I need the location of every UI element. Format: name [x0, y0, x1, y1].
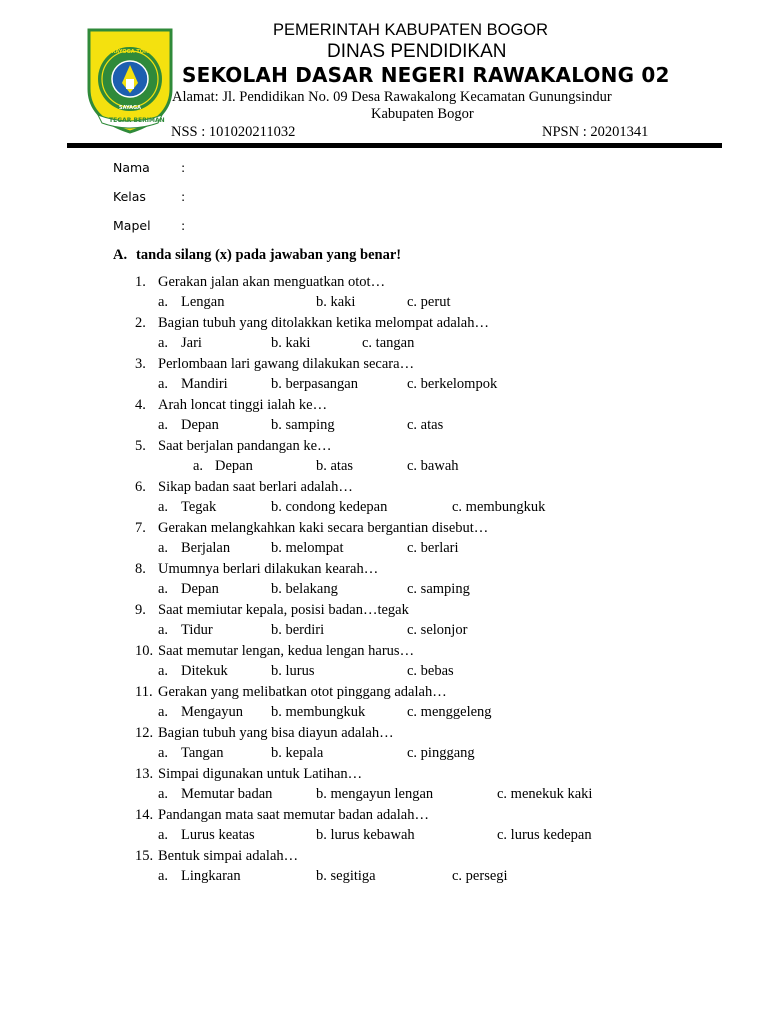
class-colon: :: [181, 189, 186, 204]
question-text: Bagian tubuh yang bisa diayun adalah…: [158, 725, 394, 741]
subject-colon: :: [181, 218, 186, 233]
option-c[interactable]: c. menekuk kaki: [497, 786, 593, 802]
question-text: Saat memiutar kepala, posisi badan…tegak: [158, 602, 409, 618]
question-text: Simpai digunakan untuk Latihan…: [158, 766, 363, 782]
question-text: Bentuk simpai adalah…: [158, 848, 299, 864]
option-c[interactable]: c. tangan: [362, 335, 415, 351]
option-a-text[interactable]: Depan: [215, 458, 253, 474]
option-c[interactable]: c. membungkuk: [452, 499, 546, 515]
option-c[interactable]: c. bebas: [407, 663, 454, 679]
option-a-marker[interactable]: a.: [158, 745, 169, 761]
option-c[interactable]: c. selonjor: [407, 622, 468, 638]
question-number: 12.: [135, 725, 154, 741]
option-c[interactable]: c. lurus kedepan: [497, 827, 592, 843]
option-b[interactable]: b. kaki: [316, 294, 356, 310]
question-text: Pandangan mata saat memutar badan adalah…: [158, 807, 429, 823]
option-a-marker[interactable]: a.: [158, 868, 169, 884]
option-a-text[interactable]: Lingkaran: [181, 868, 241, 884]
question-text: Gerakan yang melibatkan otot pinggang adalah…: [158, 684, 447, 700]
option-c[interactable]: c. samping: [407, 581, 470, 597]
option-a-marker[interactable]: a.: [158, 335, 169, 351]
option-a-text[interactable]: Ditekuk: [181, 663, 228, 679]
option-c[interactable]: c. berlari: [407, 540, 459, 556]
npsn-number: NPSN : 20201341: [542, 124, 649, 140]
name-label: Nama: [113, 160, 150, 175]
option-b[interactable]: b. atas: [316, 458, 354, 474]
option-a-marker[interactable]: a.: [158, 376, 169, 392]
option-b[interactable]: b. condong kedepan: [271, 499, 388, 515]
question-number: 8.: [135, 561, 146, 577]
option-a-marker[interactable]: a.: [158, 786, 169, 802]
option-a-marker[interactable]: a.: [158, 294, 169, 310]
option-a-text[interactable]: Mengayun: [181, 704, 244, 720]
department-title: DINAS PENDIDIKAN: [327, 41, 507, 62]
option-b[interactable]: b. mengayun lengan: [316, 786, 434, 802]
question-text: Umumnya berlari dilakukan kearah…: [158, 561, 379, 577]
option-a-text[interactable]: Tangan: [181, 745, 224, 761]
question-number: 4.: [135, 397, 146, 413]
school-name: SEKOLAH DASAR NEGERI RAWAKALONG 02: [182, 63, 670, 87]
question-number: 10.: [135, 643, 154, 659]
option-a-text[interactable]: Depan: [181, 417, 219, 433]
option-b[interactable]: b. lurus kebawah: [316, 827, 415, 843]
option-b[interactable]: b. membungkuk: [271, 704, 366, 720]
option-a-text[interactable]: Berjalan: [181, 540, 231, 556]
option-b[interactable]: b. kaki: [271, 335, 311, 351]
question-number: 11.: [135, 684, 153, 700]
question-number: 7.: [135, 520, 146, 536]
question-number: 6.: [135, 479, 146, 495]
question-number: 9.: [135, 602, 146, 618]
question-text: Saat memutar lengan, kedua lengan harus…: [158, 643, 415, 659]
question-text: Sikap badan saat berlari adalah…: [158, 479, 353, 495]
question-text: Perlombaan lari gawang dilakukan secara…: [158, 356, 415, 372]
question-number: 3.: [135, 356, 146, 372]
option-a-text[interactable]: Tidur: [181, 622, 213, 638]
option-c[interactable]: c. menggeleng: [407, 704, 492, 720]
name-colon: :: [181, 160, 186, 175]
option-b[interactable]: b. samping: [271, 417, 335, 433]
option-a-marker[interactable]: a.: [158, 417, 169, 433]
class-label: Kelas: [113, 189, 146, 204]
header-divider: [67, 143, 722, 148]
option-a-text[interactable]: Tegak: [181, 499, 217, 515]
option-c[interactable]: c. berkelompok: [407, 376, 498, 392]
section-marker: A.: [113, 247, 128, 263]
question-number: 1.: [135, 274, 146, 290]
option-a-marker[interactable]: a.: [158, 663, 169, 679]
logo-ring-text: PRAYOGA TOHAGA: [108, 49, 161, 55]
option-b[interactable]: b. kepala: [271, 745, 324, 761]
option-a-marker[interactable]: a.: [158, 581, 169, 597]
option-a-marker[interactable]: a.: [158, 622, 169, 638]
option-b[interactable]: b. berdiri: [271, 622, 325, 638]
option-c[interactable]: c. perut: [407, 294, 451, 310]
nss-number: NSS : 101020211032: [171, 124, 296, 140]
government-title: PEMERINTAH KABUPATEN BOGOR: [273, 21, 549, 39]
option-c[interactable]: c. pinggang: [407, 745, 475, 761]
option-a-text[interactable]: Mandiri: [181, 376, 228, 392]
option-a-marker[interactable]: a.: [193, 458, 204, 474]
option-b[interactable]: b. segitiga: [316, 868, 376, 884]
question-number: 14.: [135, 807, 154, 823]
option-a-marker[interactable]: a.: [158, 827, 169, 843]
address-line-2: Kabupaten Bogor: [371, 106, 474, 122]
option-a-text[interactable]: Memutar badan: [181, 786, 273, 802]
address-line-1: Alamat: Jl. Pendidikan No. 09 Desa Rawakalong Kecamatan Gunungsindur: [172, 89, 612, 105]
logo-center-text: SAYAGA: [119, 105, 141, 111]
option-c[interactable]: c. atas: [407, 417, 444, 433]
option-b[interactable]: b. lurus: [271, 663, 315, 679]
option-c[interactable]: c. persegi: [452, 868, 508, 884]
option-a-marker[interactable]: a.: [158, 540, 169, 556]
option-b[interactable]: b. melompat: [271, 540, 344, 556]
section-instruction: tanda silang (x) pada jawaban yang benar!: [136, 247, 402, 263]
option-a-text[interactable]: Lurus keatas: [181, 827, 255, 843]
question-number: 15.: [135, 848, 154, 864]
subject-label: Mapel: [113, 218, 151, 233]
option-c[interactable]: c. bawah: [407, 458, 459, 474]
option-b[interactable]: b. berpasangan: [271, 376, 358, 392]
option-a-text[interactable]: Lengan: [181, 294, 225, 310]
option-a-text[interactable]: Jari: [181, 335, 202, 351]
logo-ribbon-text: TEGAR BERIMAN: [109, 117, 165, 124]
question-text: Arah loncat tinggi ialah ke…: [158, 397, 328, 413]
option-a-marker[interactable]: a.: [158, 499, 169, 515]
option-b[interactable]: b. belakang: [271, 581, 338, 597]
question-number: 5.: [135, 438, 146, 454]
option-a-marker[interactable]: a.: [158, 704, 169, 720]
question-number: 13.: [135, 766, 154, 782]
option-a-text[interactable]: Depan: [181, 581, 219, 597]
question-text: Saat berjalan pandangan ke…: [158, 438, 332, 454]
question-text: Gerakan melangkahkan kaki secara bergantian disebut…: [158, 520, 489, 536]
question-number: 2.: [135, 315, 146, 331]
question-text: Bagian tubuh yang ditolakkan ketika melompat adalah…: [158, 315, 489, 331]
regency-logo: [86, 27, 174, 135]
question-text: Gerakan jalan akan menguatkan otot…: [158, 274, 386, 290]
